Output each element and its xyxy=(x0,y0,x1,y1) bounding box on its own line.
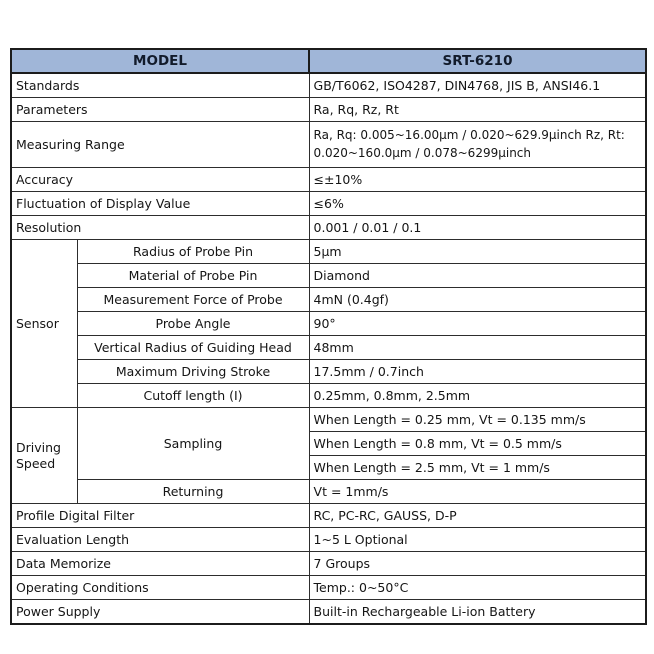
spec-value-fluctuation: ≤6% xyxy=(309,192,646,216)
table-row xyxy=(11,264,646,288)
table-row xyxy=(11,73,646,98)
sensor-value-cutoff: 0.25mm, 0.8mm, 2.5mm xyxy=(309,384,646,408)
spec-value-standards: GB/T6062, ISO4287, DIN4768, JIS B, ANSI46.1 xyxy=(309,73,646,98)
driving-param-sampling: Sampling xyxy=(77,408,309,480)
table-row xyxy=(11,98,646,122)
sensor-value-force: 4mN (0.4gf) xyxy=(309,288,646,312)
spec-label-power-supply: Power Supply xyxy=(11,600,309,625)
sensor-value-material: Diamond xyxy=(309,264,646,288)
table-header-row xyxy=(11,49,646,73)
sensor-value-radius: 5μm xyxy=(309,240,646,264)
table-row xyxy=(11,552,646,576)
sampling-value-2: When Length = 0.8 mm, Vt = 0.5 mm/s xyxy=(309,432,646,456)
driving-param-returning: Returning xyxy=(77,480,309,504)
sensor-value-angle: 90° xyxy=(309,312,646,336)
sensor-param-stroke: Maximum Driving Stroke xyxy=(77,360,309,384)
table-row xyxy=(11,384,646,408)
table-row xyxy=(11,576,646,600)
table-row xyxy=(11,480,646,504)
returning-value: Vt = 1mm/s xyxy=(309,480,646,504)
spec-label-digital-filter: Profile Digital Filter xyxy=(11,504,309,528)
specification-table xyxy=(10,48,647,625)
spec-label-fluctuation: Fluctuation of Display Value xyxy=(11,192,309,216)
table-row xyxy=(11,600,646,625)
sensor-param-radius: Radius of Probe Pin xyxy=(77,240,309,264)
table-row xyxy=(11,168,646,192)
sensor-param-force: Measurement Force of Probe xyxy=(77,288,309,312)
table-row xyxy=(11,360,646,384)
spec-value-measuring-range: Ra, Rq: 0.005~16.00μm / 0.020~629.9μinch Rz, Rt: 0.020~160.0μm / 0.078~6299μinch xyxy=(309,122,646,168)
sensor-param-guiding-head: Vertical Radius of Guiding Head xyxy=(77,336,309,360)
spec-label-operating-conditions: Operating Conditions xyxy=(11,576,309,600)
sensor-param-angle: Probe Angle xyxy=(77,312,309,336)
spec-value-parameters: Ra, Rq, Rz, Rt xyxy=(309,98,646,122)
spec-value-resolution: 0.001 / 0.01 / 0.1 xyxy=(309,216,646,240)
spec-value-operating-conditions: Temp.: 0~50°C xyxy=(309,576,646,600)
model-header-cell: MODEL xyxy=(11,49,309,73)
table-row xyxy=(11,528,646,552)
sensor-param-material: Material of Probe Pin xyxy=(77,264,309,288)
table-row xyxy=(11,192,646,216)
table-row xyxy=(11,312,646,336)
table-row xyxy=(11,504,646,528)
spec-value-data-memorize: 7 Groups xyxy=(309,552,646,576)
spec-label-standards: Standards xyxy=(11,73,309,98)
spec-value-digital-filter: RC, PC-RC, GAUSS, D-P xyxy=(309,504,646,528)
sampling-value-1: When Length = 0.25 mm, Vt = 0.135 mm/s xyxy=(309,408,646,432)
spec-label-data-memorize: Data Memorize xyxy=(11,552,309,576)
table-row xyxy=(11,408,646,432)
table-row xyxy=(11,288,646,312)
table-row xyxy=(11,240,646,264)
spec-label-measuring-range: Measuring Range xyxy=(11,122,309,168)
sampling-value-3: When Length = 2.5 mm, Vt = 1 mm/s xyxy=(309,456,646,480)
table-row xyxy=(11,336,646,360)
sensor-value-guiding-head: 48mm xyxy=(309,336,646,360)
spec-value-power-supply: Built-in Rechargeable Li-ion Battery xyxy=(309,600,646,625)
model-value-header-cell: SRT-6210 xyxy=(309,49,646,73)
spec-label-evaluation-length: Evaluation Length xyxy=(11,528,309,552)
group-label-driving-speed: Driving Speed xyxy=(11,408,77,504)
spec-label-accuracy: Accuracy xyxy=(11,168,309,192)
spec-label-parameters: Parameters xyxy=(11,98,309,122)
sensor-param-cutoff: Cutoff length (I) xyxy=(77,384,309,408)
sensor-value-stroke: 17.5mm / 0.7inch xyxy=(309,360,646,384)
spec-label-resolution: Resolution xyxy=(11,216,309,240)
spec-value-accuracy: ≤±10% xyxy=(309,168,646,192)
table-row xyxy=(11,216,646,240)
group-label-sensor: Sensor xyxy=(11,240,77,408)
spec-value-evaluation-length: 1~5 L Optional xyxy=(309,528,646,552)
table-row xyxy=(11,122,646,168)
